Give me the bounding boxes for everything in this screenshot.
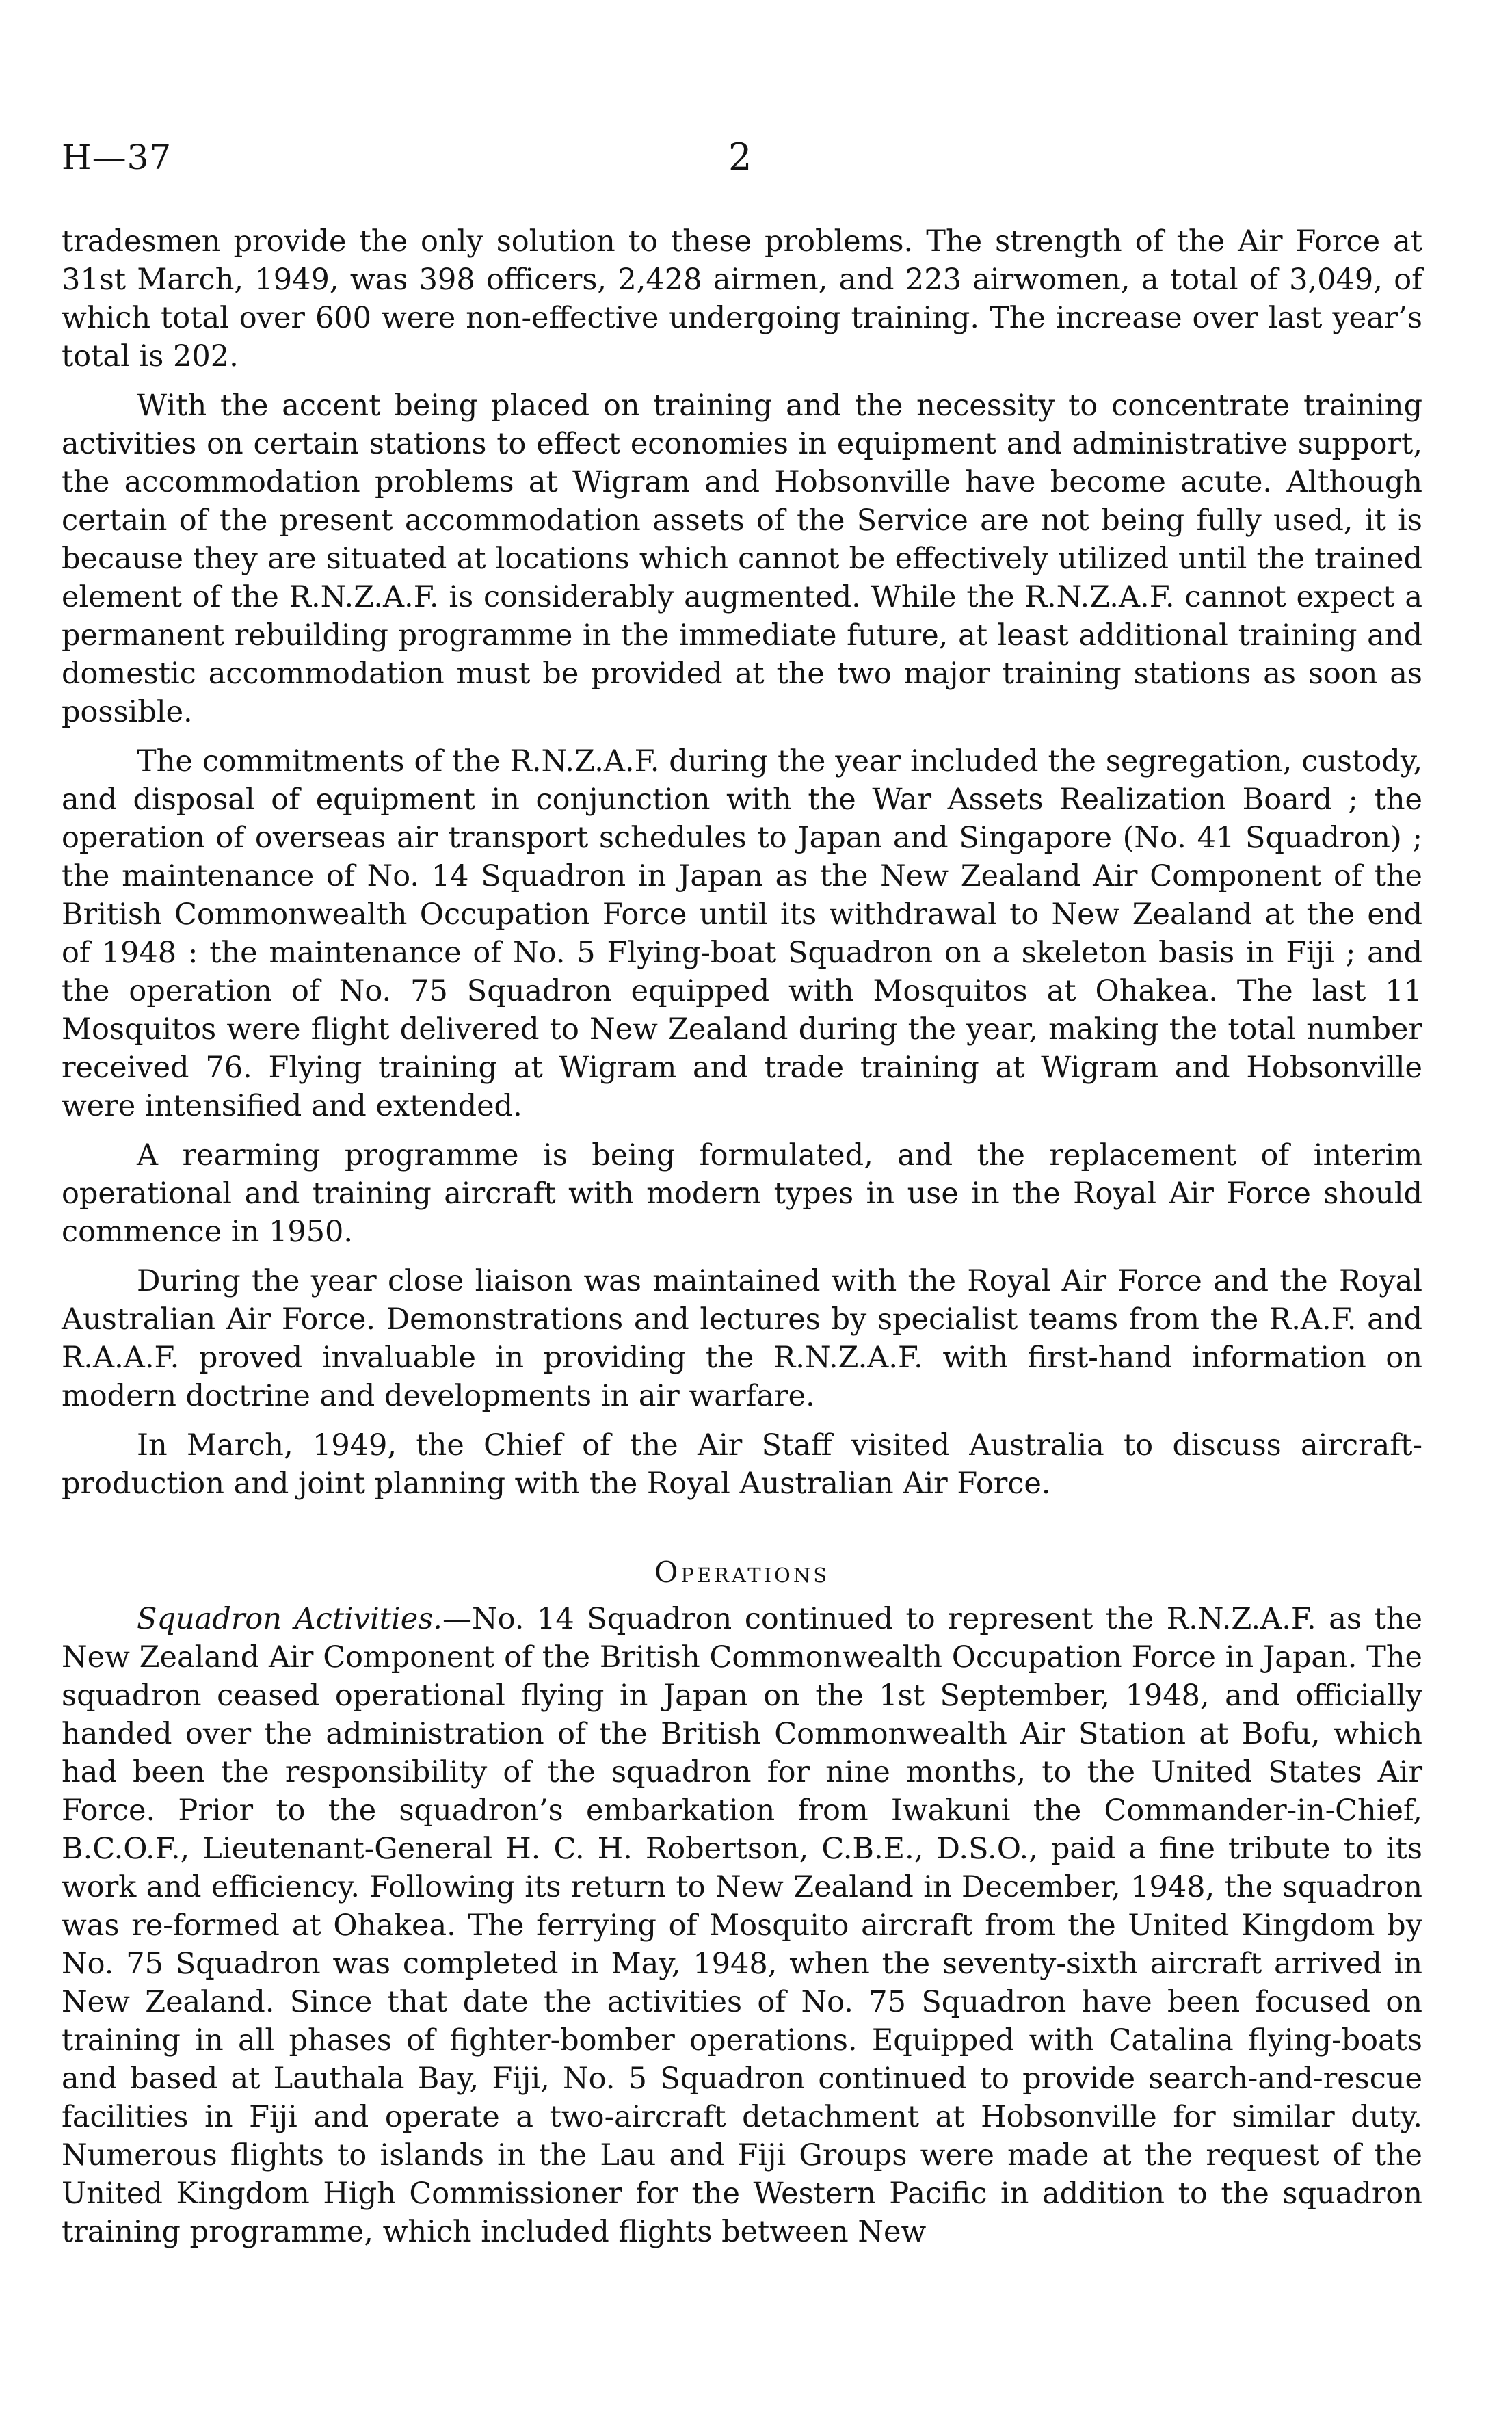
paragraph-chief-visit: In March, 1949, the Chief of the Air Staff visited Australia to discuss aircraft-production and joint planning with the Royal Australian Air Force.: [62, 1428, 1422, 1501]
section-heading: Operations: [654, 1555, 830, 1589]
document-body: [62, 222, 1422, 2262]
squadron-activities-text: —No. 14 Squadron continued to represent the R.N.Z.A.F. as the New Zealand Air Component of the British Commonwealth Occupation Force in Japan. The squadron ceased operational flying in Japan on the 1st September, 1948, and officially handed over the administration of the British Commonwealth Air Station at Bofu, which had been the responsibility of the squadron for nine months, to the United States Air Force. Prior to the squadron’s embarkation from Iwakuni the Commander-in-Chief, B.C.O.F., Lieutenant-General H. C. H. Robertson, C.B.E., D.S.O., paid a fine tribute to its work and efficiency. Following its return to New Zealand in December, 1948, the squadron was re-formed at Ohakea. The ferrying of Mosquito aircraft from the United Kingdom by No. 75 Squadron was completed in May, 1948, when the seventy-sixth aircraft arrived in New Zealand. Since that date the activities of No. 75 Squadron have been focused on training in all phases of fighter-bomber operations. Equipped with Catalina flying-boats and based at Lauthala Bay, Fiji, No. 5 Squadron continued to provide search-and-rescue facilities in Fiji and operate a two-aircraft detachment at Hobsonville for similar duty. Numerous flights to islands in the Lau and Fiji Groups were made at the request of the United Kingdom High Commissioner for the Western Pacific in addition to the squadron training programme, which included flights between New: [62, 1602, 1422, 2249]
paragraph-rearming: A rearming programme is being formulated, and the replacement of interim operational and training aircraft with modern types in use in the Royal Air Force should commence in 1950.: [62, 1138, 1422, 1249]
section-subheading: Squadron Activities.: [137, 1602, 442, 1636]
page-number: 2: [728, 135, 752, 179]
paragraph-squadron-activities: [62, 1600, 1422, 2251]
report-reference: H—37: [62, 137, 172, 177]
paragraph-liaison: During the year close liaison was maintained with the Royal Air Force and the Royal Australian Air Force. Demonstrations and lectures by specialist teams from the R.A.F. and R.A.A.F. proved invaluable in providing the R.N.Z.A.F. with first-hand information on modern doctrine and developments in air warfare.: [62, 1264, 1422, 1413]
paragraph-accommodation: With the accent being placed on training and the necessity to concentrate training activities on certain stations to effect economies in equipment and administrative support, the accommodation problems at Wigram and Hobsonville have become acute. Although certain of the present accommodation assets of the Service are not being fully used, it is because they are situated at locations which cannot be effectively utilized until the trained element of the R.N.Z.A.F. is considerably augmented. While the R.N.Z.A.F. cannot expect a permanent rebuilding programme in the immediate future, at least additional training and domestic accommodation must be provided at the two major training stations as soon as possible.: [62, 389, 1422, 729]
paragraph-commitments: The commitments of the R.N.Z.A.F. during the year included the segregation, custody, and disposal of equipment in conjunction with the War Assets Realization Board ; the operation of overseas air transport schedules to Japan and Singapore (No. 41 Squadron) ; the maintenance of No. 14 Squadron in Japan as the New Zealand Air Component of the British Commonwealth Occupation Force until its withdrawal to New Zealand at the end of 1948 : the maintenance of No. 5 Flying-boat Squadron on a skeleton basis in Fiji ; and the operation of No. 75 Squadron equipped with Mosquitos at Ohakea. The last 11 Mosquitos were flight delivered to New Zealand during the year, making the total number received 76. Flying training at Wigram and trade training at Wigram and Hobsonville were intensified and extended.: [62, 744, 1422, 1123]
page-header: [62, 137, 1457, 198]
paragraph-continued: tradesmen provide the only solution to these problems. The strength of the Air Force at 31st March, 1949, was 398 officers, 2,428 airmen, and 223 airwomen, a total of 3,049, of which total over 600 were non-effective undergoing training. The increase over last year’s total is 202.: [62, 224, 1422, 373]
